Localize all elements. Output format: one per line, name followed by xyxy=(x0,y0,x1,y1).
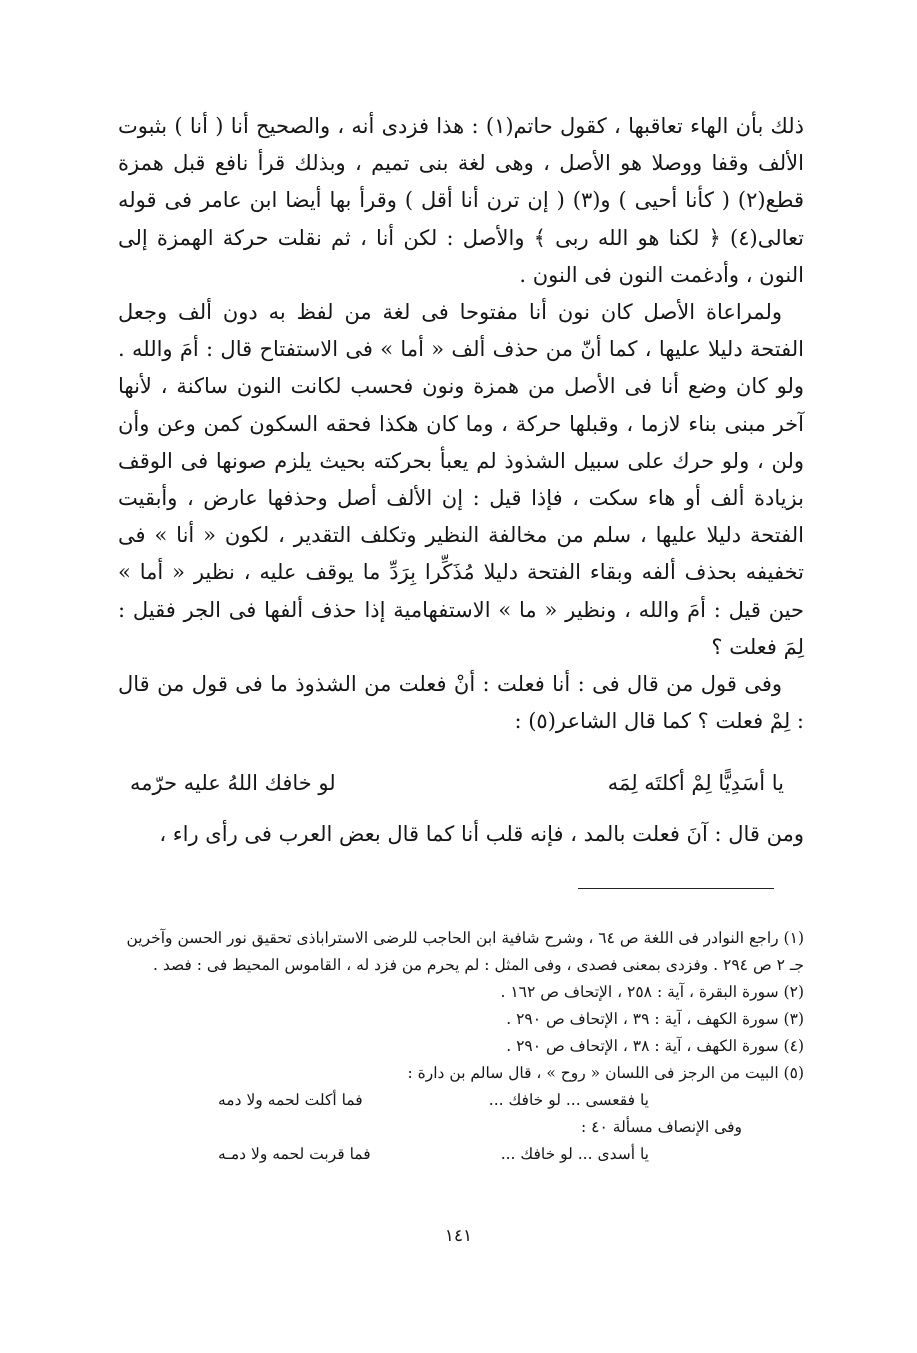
footnote-5-verse-1-second: فما أكلت لحمه ولا دمه xyxy=(218,1091,363,1109)
verse-first-hemistich: يا أسَدِيًّا لِمْ أكلتَه لِمَه xyxy=(607,771,784,795)
main-text xyxy=(118,108,804,740)
footnote-separator xyxy=(578,888,774,889)
page-number: ١٤١ xyxy=(444,1226,473,1246)
paragraph-3: وفى قول من قال فى : أنا فعلت : أنْ فعلت من الشذوذ ما فى قول من قال : لِمْ فعلت ؟ كما قال الشاعر(٥) : xyxy=(118,672,804,734)
footnote-5-verse-2-first: يا أسدى ... لو خافك ... xyxy=(500,1145,649,1163)
footnote-3: (٣) سورة الكهف ، آية : ٣٩ ، الإتحاف ص ٢٩٠ . xyxy=(506,1010,804,1028)
footnote-4: (٤) سورة الكهف ، آية : ٣٨ ، الإتحاف ص ٢٩٠ . xyxy=(506,1037,804,1055)
footnote-5: (٥) البيت من الرجز فى اللسان « روح » ، قال سالم بن دارة : xyxy=(407,1064,804,1082)
footnotes xyxy=(118,925,804,1168)
footnote-1-line-2: جـ ٢ ص ٢٩٤ . وفزدى بمعنى فصدى ، وفى المثل : لم يحرم من فزد له ، القاموس المحيط فى : فصد . xyxy=(152,956,804,974)
footnote-2: (٢) سورة البقرة ، آية : ٢٥٨ ، الإتحاف ص ١٦٢ . xyxy=(500,983,804,1001)
paragraph-2: ولمراعاة الأصل كان نون أنا مفتوحا فى لغة من لفظ به دون ألف وجعل الفتحة دليلا عليها ، كما أنّ من حذف ألف « أما » فى الاستفتاح قال : أمَ والله . ولو كان وضع أنا فى الأصل من همزة ونون فحسب لكانت النون ساكنة ، لأنها آخر مبنى بناء لازما ، وقبلها حركة ، وما كان هكذا فحقه السكون كمن وعن وأن ولن ، ولو حرك على سبيل الشذوذ لم يعبأ بحركته بحيث يلزم صونها فى الوقف بزيادة ألف أو هاء سكت ، فإذا قيل : إن الألف أصل وحذفها عارض ، وأبقيت الفتحة دليلا عليها ، سلم من مخالفة النظير وتكلف التقدير ، لكون « أنا » فى تخفيفه بحذف ألفه وبقاء الفتحة دليلا مُذَكِّرا بِرَدِّ ما يوقف عليه ، نظير « أما » حين قيل : أمَ والله ، ونظير « ما » الاستفهامية إذا حذف ألفها فى الجر فقيل : لِمَ فعلت ؟ xyxy=(118,300,804,659)
paragraph-1: ذلك بأن الهاء تعاقبها ، كقول حاتم(١) : هذا فزدى أنه ، والصحيح أنا ( أنا ) بثبوت الألف وقفا ووصلا هو الأصل ، وهى لغة بنى تميم ، وبذلك قرأ نافع قبل همزة قطع(٢) ( كأنا أحيى ) و(٣) ( إن ترن أنا أقل ) وقرأ بها أيضا ابن عامر فى قوله تعالى(٤) ﴿ لكنا هو الله ربى ﴾ والأصل : لكن أنا ، ثم نقلت حركة الهمزة إلى النون ، وأدغمت النون فى النون . xyxy=(118,114,805,287)
footnote-5-insaf: وفى الإنصاف مسألة ٤٠ : xyxy=(581,1118,742,1136)
poetry-verse xyxy=(130,765,804,801)
footnote-5-verse-2-second: فما قربت لحمه ولا دمـه xyxy=(218,1145,371,1163)
footnote-5-verse-2 xyxy=(118,1141,804,1168)
footnote-1-line-1: (١) راجع النوادر فى اللغة ص ٦٤ ، وشرح شافية ابن الحاجب للرضى الاستراباذى تحقيق نور الحسن وآخرين xyxy=(126,929,804,947)
footnote-5-verse-1 xyxy=(118,1087,804,1114)
verse-second-hemistich: لو خافك اللهُ عليه حرّمه xyxy=(130,771,336,795)
footnote-5-verse-1-first: يا فقعسى ... لو خافك ... xyxy=(488,1091,649,1109)
paragraph-4: ومن قال : آنَ فعلت بالمد ، فإنه قلب أنا كما قال بعض العرب فى رأى راء ، xyxy=(159,822,804,846)
